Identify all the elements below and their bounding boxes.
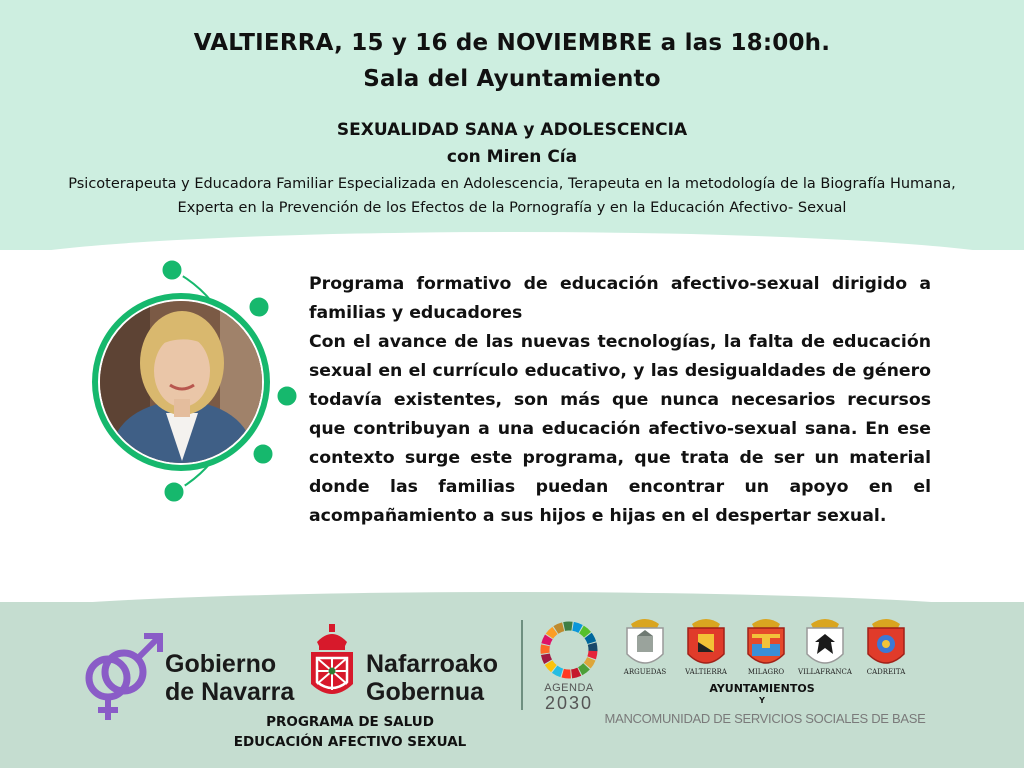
town-name-villafranca: VILLAFRANCA	[798, 668, 852, 676]
agenda-year: 2030	[544, 693, 594, 713]
valtierra-shield-icon	[684, 614, 728, 674]
event-date-location: VALTIERRA, 15 y 16 de NOVIEMBRE a las 18:00h.	[193, 30, 831, 56]
talk-title: SEXUALIDAD SANA y ADOLESCENCIA	[336, 120, 688, 140]
program-description	[309, 270, 931, 531]
event-venue: Sala del Ayuntamiento	[363, 66, 661, 92]
program-label: PROGRAMA DE SALUD EDUCACIÓN AFECTIVO SEXUAL	[233, 714, 467, 750]
town-name-cadreita: CADREITA	[866, 668, 906, 676]
conjunction-y: Y	[759, 696, 765, 705]
program-heading: Programa formativo de educación afectivo-sexual dirigido a familias y educadores	[309, 274, 931, 323]
villafranca-shield-icon	[803, 614, 847, 674]
town-name-milagro: MILAGRO	[747, 668, 785, 676]
cadreita-shield-icon	[864, 614, 908, 674]
agenda-2030-wheel-icon	[537, 618, 601, 682]
navarra-coat-of-arms-icon	[307, 624, 357, 702]
program-body: Con el avance de las nuevas tecnologías, la falta de educación sexual en el currículo educativo, y las desigualdades de género todavía existentes, son más que nunca necesarios recursos que contribuyan a una educación afectivo-sexual sana. En ese contexto surge este programa, que trata de ser un material donde las familias puedan encontrar un apoyo en el acompañamiento a sus hijos e hijas en el despertar sexual.	[309, 332, 931, 526]
town-name-valtierra: VALTIERRA	[685, 668, 727, 676]
agenda-label: AGENDA	[544, 682, 594, 694]
speaker-bio: Psicoterapeuta y Educadora Familiar Especializada en Adolescencia, Terapeuta en la metodología de la Biografía Humana, Experta en la Prevención de los Efectos de la Pornografía y en la Educación Afectivo- Sexual	[68, 176, 956, 216]
ayuntamientos-label: AYUNTAMIENTOS	[709, 682, 815, 695]
speaker-photo	[100, 301, 262, 463]
gender-symbols-icon	[78, 630, 168, 725]
milagro-shield-icon	[744, 614, 788, 674]
town-name-arguedas: ARGUEDAS	[623, 668, 667, 676]
gobierno-navarra-text: Gobierno de Navarra	[165, 650, 295, 706]
arguedas-shield-icon	[623, 614, 667, 674]
mancomunidad-label: MANCOMUNIDAD DE SERVICIOS SOCIALES DE BASE	[604, 711, 926, 726]
footer-divider	[521, 620, 523, 710]
speaker-name: con Miren Cía	[446, 147, 578, 167]
nafarroako-gobernua-text: Nafarroako Gobernua	[366, 650, 498, 706]
